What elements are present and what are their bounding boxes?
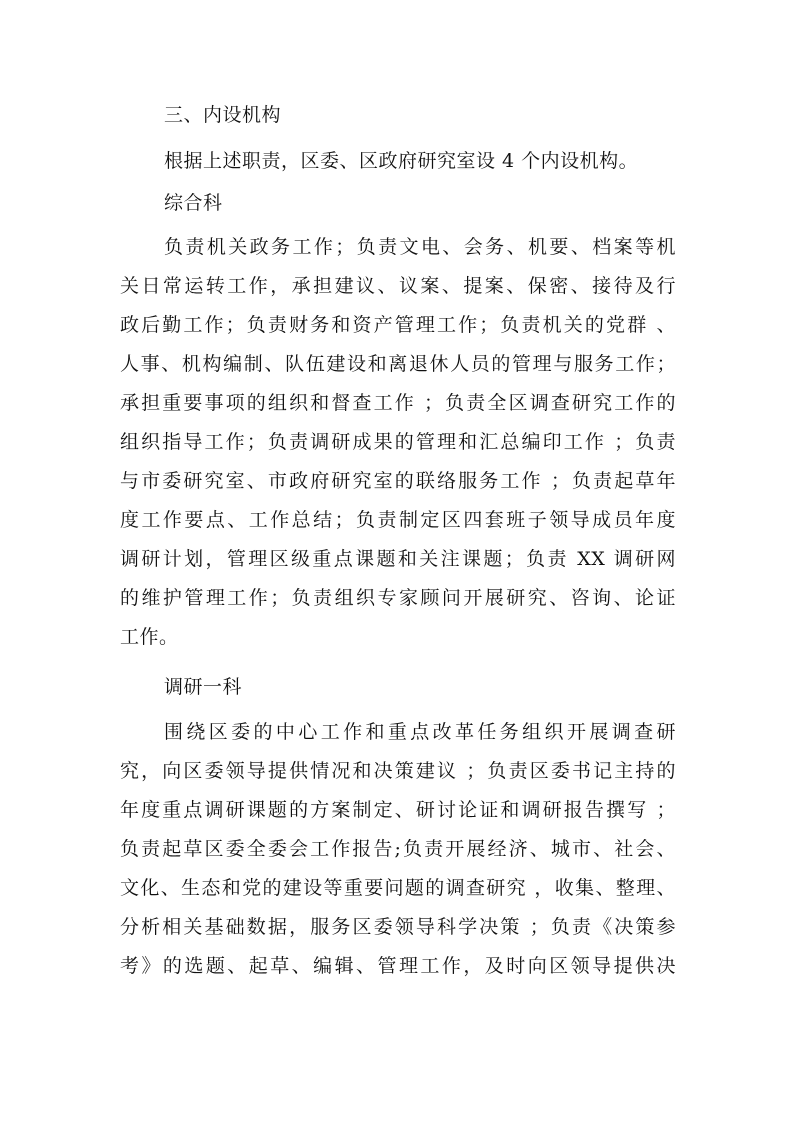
paragraph-line: 承担重要事项的组织和督查工作 ；负责全区调查研究工作的 (120, 392, 676, 414)
paragraph-line: 人事、机构编制、队伍建设和离退休人员的管理与服务工作； (120, 353, 676, 375)
paragraph-line: 组织指导工作；负责调研成果的管理和汇总编印工作 ；负责 (120, 431, 676, 453)
paragraph-line: 度工作要点、工作总结；负责制定区四套班子领导成员年度 (120, 509, 676, 531)
paragraph-line: 关日常运转工作，承担建议、议案、提案、保密、接待及行 (120, 275, 676, 297)
intro-paragraph: 根据上述职责，区委、区政府研究室设 4 个内设机构。 (164, 150, 639, 172)
paragraph-line: 负责起草区委全委会工作报告;负责开展经济、城市、社会、 (120, 838, 676, 860)
paragraph-line: 的维护管理工作；负责组织专家顾问开展研究、咨询、论证 (120, 587, 676, 609)
paragraph-line: 年度重点调研课题的方案制定、研讨论证和调研报告撰写 ； (120, 799, 676, 821)
paragraph-line: 文化、生态和党的建设等重要问题的调查研究 ，收集、整理、 (120, 877, 676, 899)
paragraph-line: 工作。 (120, 626, 179, 648)
subheading-zonghe: 综合科 (164, 192, 223, 214)
paragraph-line: 调研计划，管理区级重点课题和关注课题；负责 XX 调研网 (120, 548, 676, 570)
paragraph-line: 考》的选题、起草、编辑、管理工作，及时向区领导提供决 (120, 955, 676, 977)
paragraph-line: 与市委研究室、市政府研究室的联络服务工作 ；负责起草年 (120, 470, 676, 492)
paragraph-line: 围绕区委的中心工作和重点改革任务组织开展调查研 (164, 721, 676, 743)
paragraph-line: 分析相关基础数据，服务区委领导科学决策 ；负责《决策参 (120, 916, 676, 938)
paragraph-line: 政后勤工作；负责财务和资产管理工作；负责机关的党群 、 (120, 314, 676, 336)
subheading-diaoyan-yike: 调研一科 (164, 676, 243, 698)
paragraph-line: 究，向区委领导提供情况和决策建议 ；负责区委书记主持的 (120, 760, 676, 782)
paragraph-line: 负责机关政务工作；负责文电、会务、机要、档案等机 (164, 236, 676, 258)
section-heading: 三、内设机构 (164, 104, 282, 126)
